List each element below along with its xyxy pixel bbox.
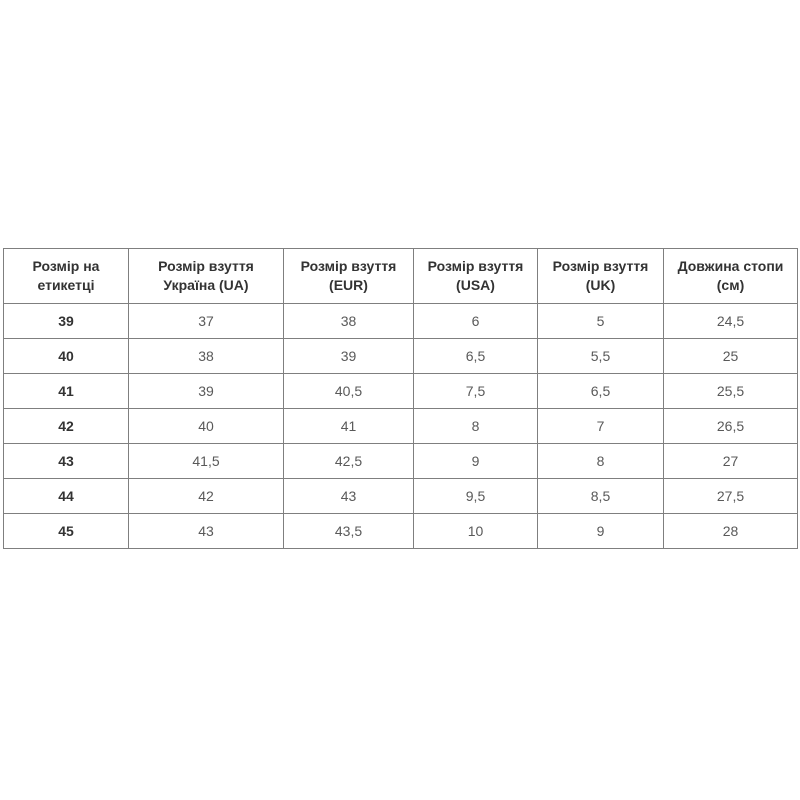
table-header bbox=[4, 249, 798, 304]
cell-label-size: 39 bbox=[4, 304, 129, 339]
table-row bbox=[4, 409, 798, 444]
cell-label-size: 45 bbox=[4, 514, 129, 549]
cell-usa-size: 7,5 bbox=[414, 374, 538, 409]
cell-foot-length: 27 bbox=[664, 444, 798, 479]
column-header-foot-length: Довжина стопи (см) bbox=[664, 249, 798, 304]
cell-eur-size: 41 bbox=[284, 409, 414, 444]
table-row bbox=[4, 339, 798, 374]
cell-uk-size: 8,5 bbox=[538, 479, 664, 514]
cell-foot-length: 27,5 bbox=[664, 479, 798, 514]
cell-uk-size: 6,5 bbox=[538, 374, 664, 409]
cell-foot-length: 25 bbox=[664, 339, 798, 374]
cell-label-size: 40 bbox=[4, 339, 129, 374]
table-body bbox=[4, 304, 798, 549]
shoe-size-conversion-table bbox=[3, 248, 798, 549]
cell-ua-size: 42 bbox=[129, 479, 284, 514]
cell-uk-size: 5 bbox=[538, 304, 664, 339]
cell-ua-size: 41,5 bbox=[129, 444, 284, 479]
cell-usa-size: 6 bbox=[414, 304, 538, 339]
header-row bbox=[4, 249, 798, 304]
cell-ua-size: 38 bbox=[129, 339, 284, 374]
cell-usa-size: 6,5 bbox=[414, 339, 538, 374]
cell-ua-size: 40 bbox=[129, 409, 284, 444]
table-row bbox=[4, 479, 798, 514]
cell-eur-size: 43 bbox=[284, 479, 414, 514]
cell-uk-size: 5,5 bbox=[538, 339, 664, 374]
cell-ua-size: 37 bbox=[129, 304, 284, 339]
cell-foot-length: 24,5 bbox=[664, 304, 798, 339]
column-header-eur-size: Розмір взуття (EUR) bbox=[284, 249, 414, 304]
cell-uk-size: 9 bbox=[538, 514, 664, 549]
table-row bbox=[4, 514, 798, 549]
cell-label-size: 41 bbox=[4, 374, 129, 409]
table-row bbox=[4, 304, 798, 339]
cell-uk-size: 7 bbox=[538, 409, 664, 444]
cell-usa-size: 9 bbox=[414, 444, 538, 479]
column-header-ua-size: Розмір взуття Україна (UA) bbox=[129, 249, 284, 304]
table-row bbox=[4, 444, 798, 479]
cell-usa-size: 8 bbox=[414, 409, 538, 444]
cell-foot-length: 28 bbox=[664, 514, 798, 549]
cell-label-size: 43 bbox=[4, 444, 129, 479]
cell-label-size: 44 bbox=[4, 479, 129, 514]
column-header-label-size: Розмір на етикетці bbox=[4, 249, 129, 304]
column-header-usa-size: Розмір взуття (USA) bbox=[414, 249, 538, 304]
table-row bbox=[4, 374, 798, 409]
cell-eur-size: 38 bbox=[284, 304, 414, 339]
cell-eur-size: 39 bbox=[284, 339, 414, 374]
cell-ua-size: 43 bbox=[129, 514, 284, 549]
cell-eur-size: 43,5 bbox=[284, 514, 414, 549]
cell-label-size: 42 bbox=[4, 409, 129, 444]
cell-usa-size: 10 bbox=[414, 514, 538, 549]
cell-ua-size: 39 bbox=[129, 374, 284, 409]
cell-uk-size: 8 bbox=[538, 444, 664, 479]
cell-usa-size: 9,5 bbox=[414, 479, 538, 514]
cell-eur-size: 40,5 bbox=[284, 374, 414, 409]
cell-eur-size: 42,5 bbox=[284, 444, 414, 479]
cell-foot-length: 25,5 bbox=[664, 374, 798, 409]
cell-foot-length: 26,5 bbox=[664, 409, 798, 444]
column-header-uk-size: Розмір взуття (UK) bbox=[538, 249, 664, 304]
